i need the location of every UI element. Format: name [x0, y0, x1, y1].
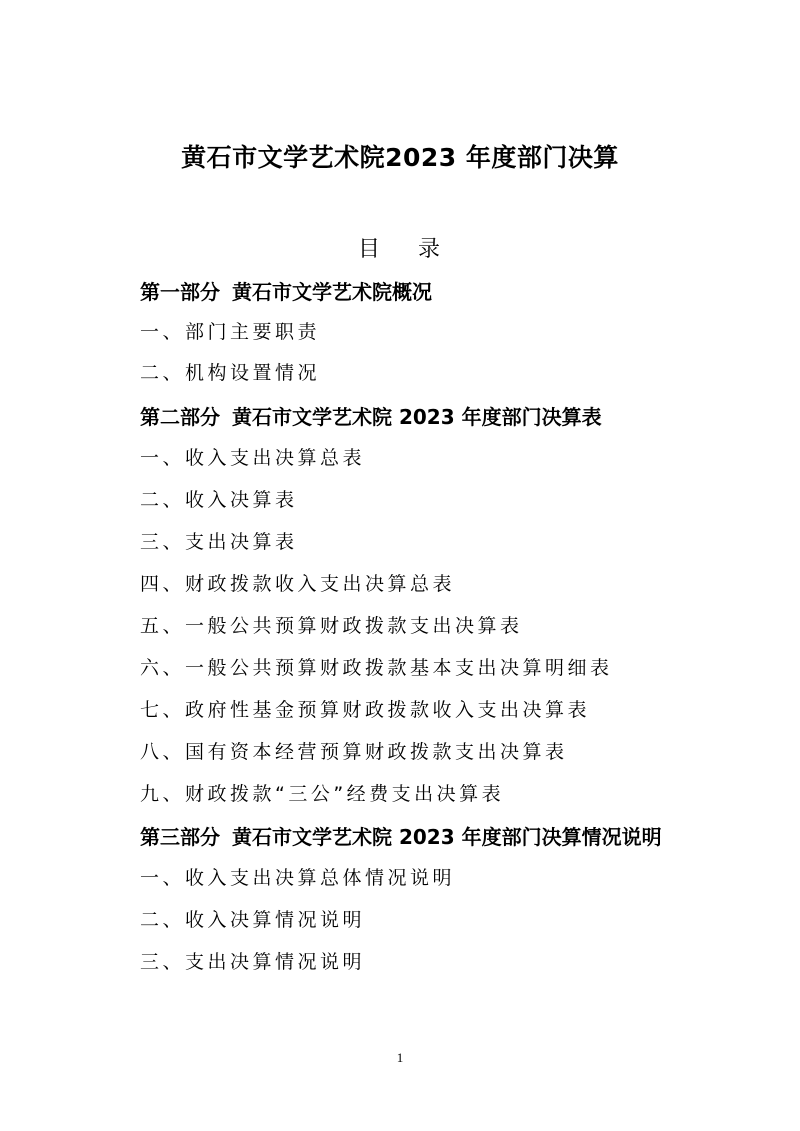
document-title: 黄石市文学艺术院2023 年度部门决算	[181, 143, 619, 172]
toc-item: 五、一般公共预算财政拨款支出决算表	[140, 615, 523, 637]
toc-item: 二、收入决算情况说明	[140, 909, 366, 931]
toc-item: 一、收入支出决算总体情况说明	[140, 867, 456, 889]
toc-item: 二、收入决算表	[140, 489, 298, 511]
toc-item: 一、部门主要职责	[140, 321, 321, 343]
toc-item: 七、政府性基金预算财政拨款收入支出决算表	[140, 699, 591, 721]
toc-part-number: 第二部分	[140, 405, 220, 429]
toc-heading-char-1: 目	[357, 237, 382, 262]
toc-part-1	[140, 276, 432, 305]
toc-part-title: 黄石市文学艺术院 2023 年度部门决算情况说明	[232, 825, 662, 849]
toc-item: 二、机构设置情况	[140, 362, 321, 384]
toc-item: 六、一般公共预算财政拨款基本支出决算明细表	[140, 657, 613, 679]
toc-part-title: 黄石市文学艺术院概况	[232, 280, 432, 304]
toc-item: 四、财政拨款收入支出决算总表	[140, 573, 456, 595]
toc-item: 三、支出决算表	[140, 531, 298, 553]
toc-item: 一、收入支出决算总表	[140, 447, 366, 469]
toc-part-3	[140, 821, 662, 850]
toc-part-number: 第三部分	[140, 825, 220, 849]
toc-heading	[0, 232, 800, 263]
toc-item: 九、财政拨款“三公”经费支出决算表	[140, 783, 505, 805]
toc-item: 八、国有资本经营预算财政拨款支出决算表	[140, 741, 568, 763]
page-number: 1	[396, 1050, 404, 1065]
toc-part-title: 黄石市文学艺术院 2023 年度部门决算表	[232, 405, 602, 429]
toc-item: 三、支出决算情况说明	[140, 951, 366, 973]
toc-heading-char-2: 录	[418, 237, 443, 262]
toc-part-2	[140, 401, 602, 430]
toc-part-number: 第一部分	[140, 280, 220, 304]
